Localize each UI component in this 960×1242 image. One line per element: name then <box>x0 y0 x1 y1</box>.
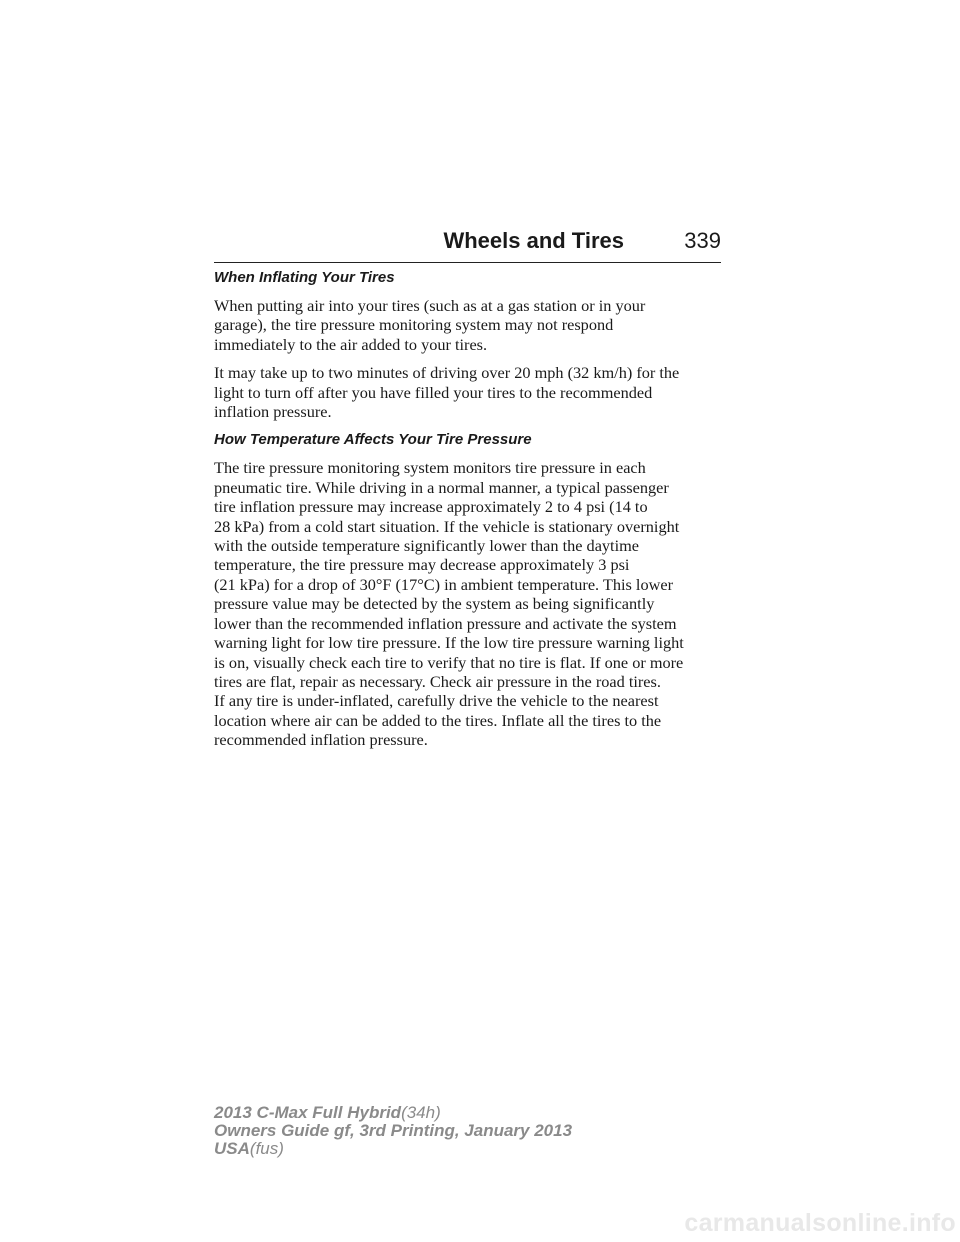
subheading-inflating: When Inflating Your Tires <box>214 269 395 286</box>
text-line: (21 kPa) for a drop of 30°F (17°C) in ambient temperature. This lower <box>214 574 673 594</box>
footer-region-code: (fus) <box>249 1139 284 1158</box>
text-line: temperature, the tire pressure may decrease approximately 3 psi <box>214 555 630 575</box>
page-content <box>214 268 722 759</box>
section-title: Wheels and Tires <box>443 228 624 253</box>
page-header <box>214 226 721 263</box>
paragraph-temperature <box>214 458 722 749</box>
footer-model-code: (34h) <box>401 1103 441 1122</box>
text-line: It may take up to two minutes of driving over 20 mph (32 km/h) for the <box>214 363 680 383</box>
subheading-temperature: How Temperature Affects Your Tire Pressure <box>214 431 532 449</box>
footer-line-model <box>214 1104 572 1122</box>
text-line: light to turn off after you have filled your tires to the recommended <box>214 382 653 402</box>
text-line: with the outside temperature significantly lower than the daytime <box>214 536 639 556</box>
watermark: carmanualsonline.info <box>684 1209 956 1237</box>
text-line: warning light for low tire pressure. If the low tire pressure warning light <box>214 633 684 653</box>
document-footer <box>214 1104 572 1158</box>
footer-model: 2013 C-Max Full Hybrid <box>214 1103 402 1122</box>
page-number: 339 <box>684 228 721 253</box>
paragraph-inflating-1 <box>214 296 722 354</box>
text-line: 28 kPa) from a cold start situation. If the vehicle is stationary overnight <box>214 516 680 536</box>
text-line: location where air can be added to the tires. Inflate all the tires to the <box>214 710 662 730</box>
text-line: pneumatic tire. While driving in a normal manner, a typical passenger <box>214 477 669 497</box>
text-line: tire inflation pressure may increase approximately 2 to 4 psi (14 to <box>214 497 648 517</box>
text-line: pressure value may be detected by the system as being significantly <box>214 594 655 614</box>
footer-printing: Owners Guide gf, 3rd Printing, January 2013 <box>214 1121 573 1140</box>
text-line: lower than the recommended inflation pressure and activate the system <box>214 613 677 633</box>
footer-region: USA <box>214 1139 250 1158</box>
text-line: is on, visually check each tire to verify that no tire is flat. If one or more <box>214 652 684 672</box>
text-line: immediately to the air added to your tires. <box>214 334 488 354</box>
paragraph-inflating-2 <box>214 363 722 421</box>
text-line: recommended inflation pressure. <box>214 730 428 750</box>
text-line: The tire pressure monitoring system monitors tire pressure in each <box>214 458 646 478</box>
text-line: garage), the tire pressure monitoring system may not respond <box>214 315 614 335</box>
text-line: If any tire is under-inflated, carefully drive the vehicle to the nearest <box>214 691 659 711</box>
text-line: When putting air into your tires (such as at a gas station or in your <box>214 296 646 315</box>
text-line: inflation pressure. <box>214 402 332 422</box>
footer-line-region <box>214 1140 572 1158</box>
text-line: tires are flat, repair as necessary. Check air pressure in the road tires. <box>214 671 661 691</box>
